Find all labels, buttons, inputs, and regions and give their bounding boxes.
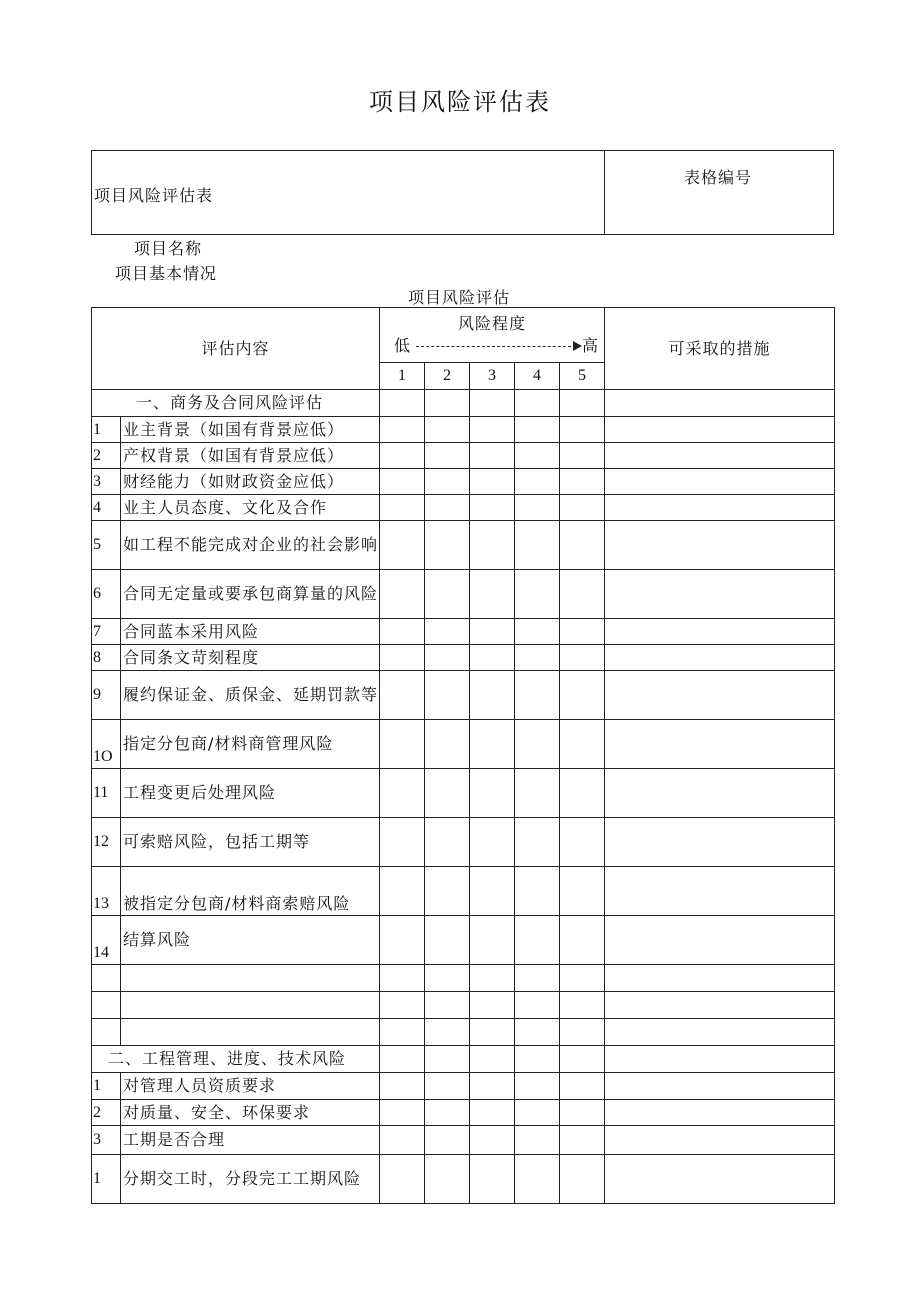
row-item-text: 业主人员态度、文化及合作 [121, 495, 380, 521]
col-degree-label: 风险程度 [458, 314, 527, 333]
level-cell-5[interactable] [560, 867, 605, 916]
degree-scale [380, 335, 604, 357]
section1-row-label: 一、商务及合同风险评估 [92, 390, 380, 417]
row-number: 9 [92, 671, 121, 720]
scale-dash-line [416, 346, 571, 347]
table-row [92, 671, 835, 720]
table-row [92, 720, 835, 769]
empty-row [92, 1019, 835, 1046]
level-cell-5[interactable] [560, 671, 605, 720]
measures-cell[interactable] [605, 495, 835, 521]
row-number: 12 [92, 818, 121, 867]
level-cell-1[interactable] [380, 1155, 425, 1204]
level-cell-2[interactable] [425, 965, 470, 992]
level-cell-2[interactable] [425, 1019, 470, 1046]
level-cell-3[interactable] [470, 916, 515, 965]
row-number: 1O [92, 720, 121, 769]
empty-item-cell[interactable] [121, 992, 380, 1019]
table-row [92, 916, 835, 965]
empty-number-cell [92, 992, 121, 1019]
col-content-label: 评估内容 [201, 338, 270, 358]
row-item-text: 如工程不能完成对企业的社会影响 [121, 521, 380, 570]
level-3: 3 [470, 363, 515, 390]
level-cell-3[interactable] [470, 619, 515, 645]
empty-number-cell [92, 1019, 121, 1046]
row-item-text: 合同条文苛刻程度 [121, 645, 380, 671]
row-item-text: 产权背景（如国有背景应低） [121, 443, 380, 469]
level-cell-5[interactable] [560, 1073, 605, 1100]
project-name-label: 项目名称 [134, 239, 203, 258]
level-cell-3[interactable] [470, 645, 515, 671]
section1-row [92, 390, 835, 417]
level-cell-1[interactable] [380, 645, 425, 671]
level-cell-4[interactable] [515, 521, 560, 570]
level-cell-4[interactable] [515, 390, 560, 417]
level-cell-2[interactable] [425, 443, 470, 469]
measures-cell[interactable] [605, 965, 835, 992]
measures-cell[interactable] [605, 1046, 835, 1073]
level-cell-2[interactable] [425, 619, 470, 645]
project-basic-label: 项目基本情况 [115, 264, 218, 283]
level-cell-1[interactable] [380, 570, 425, 619]
level-cell-3[interactable] [470, 1046, 515, 1073]
row-number: 11 [92, 769, 121, 818]
row-number: 3 [92, 1126, 121, 1155]
level-cell-5[interactable] [560, 469, 605, 495]
row-number: 8 [92, 645, 121, 671]
level-cell-2[interactable] [425, 769, 470, 818]
measures-cell[interactable] [605, 1073, 835, 1100]
level-cell-5[interactable] [560, 417, 605, 443]
measures-cell[interactable] [605, 867, 835, 916]
header-left-label: 项目风险评估表 [94, 186, 214, 205]
measures-cell[interactable] [605, 469, 835, 495]
level-cell-4[interactable] [515, 1073, 560, 1100]
row-number: 13 [92, 867, 121, 916]
level-cell-4[interactable] [515, 1046, 560, 1073]
measures-cell[interactable] [605, 1126, 835, 1155]
level-2: 2 [425, 363, 470, 390]
row-item-text: 工期是否合理 [121, 1126, 380, 1155]
measures-cell[interactable] [605, 521, 835, 570]
level-cell-1[interactable] [380, 769, 425, 818]
level-cell-2[interactable] [425, 417, 470, 443]
level-cell-2[interactable] [425, 1155, 470, 1204]
table-row [92, 1100, 835, 1126]
level-cell-3[interactable] [470, 443, 515, 469]
row-item-text: 可索赔风险，包括工期等 [121, 818, 380, 867]
row-number: 2 [92, 1100, 121, 1126]
level-cell-4[interactable] [515, 469, 560, 495]
row-item-text: 履约保证金、质保金、延期罚款等 [121, 671, 380, 720]
level-cell-1[interactable] [380, 867, 425, 916]
level-cell-4[interactable] [515, 619, 560, 645]
level-cell-5[interactable] [560, 916, 605, 965]
level-cell-5[interactable] [560, 390, 605, 417]
row-item-text: 对质量、安全、环保要求 [121, 1100, 380, 1126]
row-item-text: 结算风险 [121, 916, 380, 965]
level-cell-1[interactable] [380, 1046, 425, 1073]
level-cell-5[interactable] [560, 992, 605, 1019]
row-item-text: 业主背景（如国有背景应低） [121, 417, 380, 443]
level-cell-1[interactable] [380, 1100, 425, 1126]
level-cell-5[interactable] [560, 720, 605, 769]
level-cell-2[interactable] [425, 390, 470, 417]
level-cell-1[interactable] [380, 1019, 425, 1046]
empty-rows [92, 965, 835, 1046]
row-item-text: 财经能力（如财政资金应低） [121, 469, 380, 495]
level-cell-2[interactable] [425, 1073, 470, 1100]
level-cell-1[interactable] [380, 521, 425, 570]
level-cell-5[interactable] [560, 619, 605, 645]
row-item-text: 合同无定量或要承包商算量的风险 [121, 570, 380, 619]
row-item-text: 被指定分包商/材料商索赔风险 [121, 867, 380, 916]
level-cell-5[interactable] [560, 570, 605, 619]
row-item-text: 工程变更后处理风险 [121, 769, 380, 818]
level-cell-3[interactable] [470, 671, 515, 720]
level-cell-1[interactable] [380, 443, 425, 469]
table-row [92, 1126, 835, 1155]
table-row [92, 417, 835, 443]
level-cell-4[interactable] [515, 992, 560, 1019]
table-row [92, 443, 835, 469]
low-label: 低 [394, 336, 411, 355]
level-cell-5[interactable] [560, 1126, 605, 1155]
level-4: 4 [515, 363, 560, 390]
level-cell-5[interactable] [560, 495, 605, 521]
level-cell-5[interactable] [560, 1155, 605, 1204]
measures-cell[interactable] [605, 443, 835, 469]
level-cell-3[interactable] [470, 818, 515, 867]
level-cell-1[interactable] [380, 469, 425, 495]
level-cell-2[interactable] [425, 1100, 470, 1126]
row-number: 5 [92, 521, 121, 570]
level-cell-1[interactable] [380, 390, 425, 417]
high-label: 高 [582, 336, 599, 355]
level-cell-3[interactable] [470, 992, 515, 1019]
level-cell-4[interactable] [515, 867, 560, 916]
level-cell-4[interactable] [515, 1100, 560, 1126]
level-cell-3[interactable] [470, 769, 515, 818]
level-cell-3[interactable] [470, 521, 515, 570]
level-cell-1[interactable] [380, 992, 425, 1019]
level-cell-4[interactable] [515, 570, 560, 619]
table-row [92, 1155, 835, 1204]
row-number: 6 [92, 570, 121, 619]
level-cell-5[interactable] [560, 1100, 605, 1126]
level-cell-5[interactable] [560, 769, 605, 818]
empty-item-cell[interactable] [121, 1019, 380, 1046]
level-cell-3[interactable] [470, 1126, 515, 1155]
row-item-text: 指定分包商/材料商管理风险 [121, 720, 380, 769]
level-cell-5[interactable] [560, 645, 605, 671]
measures-cell[interactable] [605, 619, 835, 645]
row-number: 7 [92, 619, 121, 645]
row-item-text: 对管理人员资质要求 [121, 1073, 380, 1100]
level-cell-4[interactable] [515, 720, 560, 769]
level-cell-3[interactable] [470, 1019, 515, 1046]
level-cell-3[interactable] [470, 495, 515, 521]
empty-row [92, 992, 835, 1019]
empty-row [92, 965, 835, 992]
level-cell-5[interactable] [560, 521, 605, 570]
measures-cell[interactable] [605, 992, 835, 1019]
level-cell-1[interactable] [380, 417, 425, 443]
measures-cell[interactable] [605, 570, 835, 619]
level-cell-1[interactable] [380, 720, 425, 769]
level-cell-2[interactable] [425, 992, 470, 1019]
level-cell-3[interactable] [470, 1073, 515, 1100]
measures-cell[interactable] [605, 1155, 835, 1204]
level-cell-4[interactable] [515, 671, 560, 720]
level-cell-3[interactable] [470, 390, 515, 417]
level-cell-1[interactable] [380, 495, 425, 521]
level-cell-1[interactable] [380, 671, 425, 720]
level-cell-2[interactable] [425, 818, 470, 867]
header-content [92, 308, 380, 390]
row-number: 1 [92, 1073, 121, 1100]
measures-cell[interactable] [605, 390, 835, 417]
level-cell-2[interactable] [425, 1126, 470, 1155]
level-cell-4[interactable] [515, 965, 560, 992]
header-degree [380, 308, 605, 363]
row-item-text: 合同蓝本采用风险 [121, 619, 380, 645]
level-cell-3[interactable] [470, 417, 515, 443]
level-cell-2[interactable] [425, 671, 470, 720]
level-cell-3[interactable] [470, 965, 515, 992]
level-1: 1 [380, 363, 425, 390]
level-cell-5[interactable] [560, 965, 605, 992]
level-cell-4[interactable] [515, 645, 560, 671]
level-cell-2[interactable] [425, 570, 470, 619]
level-cell-2[interactable] [425, 495, 470, 521]
level-cell-1[interactable] [380, 1126, 425, 1155]
table-row [92, 818, 835, 867]
level-cell-4[interactable] [515, 417, 560, 443]
level-5: 5 [560, 363, 605, 390]
measures-cell[interactable] [605, 720, 835, 769]
table-row [92, 469, 835, 495]
level-cell-4[interactable] [515, 769, 560, 818]
measures-cell[interactable] [605, 769, 835, 818]
header-box-divider [604, 150, 605, 235]
measures-cell[interactable] [605, 818, 835, 867]
row-number: 1 [92, 417, 121, 443]
row-item-text: 分期交工时，分段完工工期风险 [121, 1155, 380, 1204]
arrow-right-icon [573, 341, 582, 351]
row-number: 3 [92, 469, 121, 495]
level-cell-1[interactable] [380, 818, 425, 867]
col-measures-label: 可采取的措施 [668, 338, 771, 358]
row-number: 4 [92, 495, 121, 521]
measures-cell[interactable] [605, 1019, 835, 1046]
level-cell-3[interactable] [470, 469, 515, 495]
table-row [92, 867, 835, 916]
level-cell-5[interactable] [560, 818, 605, 867]
table-row [92, 495, 835, 521]
section2-row-label: 二、工程管理、进度、技术风险 [92, 1046, 380, 1073]
row-number: 2 [92, 443, 121, 469]
header-measures [605, 308, 835, 390]
section1-body [92, 390, 835, 965]
level-cell-1[interactable] [380, 965, 425, 992]
level-cell-2[interactable] [425, 867, 470, 916]
page-title: 项目风险评估表 [369, 88, 551, 116]
table-row [92, 570, 835, 619]
level-cell-2[interactable] [425, 521, 470, 570]
level-cell-4[interactable] [515, 916, 560, 965]
level-cell-5[interactable] [560, 1019, 605, 1046]
level-cell-4[interactable] [515, 1126, 560, 1155]
table-row [92, 619, 835, 645]
section-title: 项目风险评估 [408, 288, 511, 307]
level-cell-2[interactable] [425, 916, 470, 965]
level-cell-4[interactable] [515, 443, 560, 469]
row-number: 1 [92, 1155, 121, 1204]
level-cell-4[interactable] [515, 1019, 560, 1046]
level-cell-3[interactable] [470, 720, 515, 769]
level-cell-5[interactable] [560, 1046, 605, 1073]
measures-cell[interactable] [605, 1100, 835, 1126]
level-cell-3[interactable] [470, 1100, 515, 1126]
level-cell-4[interactable] [515, 1155, 560, 1204]
level-cell-1[interactable] [380, 916, 425, 965]
level-cell-1[interactable] [380, 1073, 425, 1100]
section2-row [92, 1046, 835, 1073]
section2-body [92, 1046, 835, 1204]
table-row [92, 521, 835, 570]
level-cell-5[interactable] [560, 443, 605, 469]
form-number-label: 表格编号 [684, 168, 753, 187]
empty-number-cell [92, 965, 121, 992]
table-row [92, 1073, 835, 1100]
table-row [92, 769, 835, 818]
risk-table [91, 307, 835, 1204]
level-cell-2[interactable] [425, 469, 470, 495]
level-cell-3[interactable] [470, 570, 515, 619]
level-cell-1[interactable] [380, 619, 425, 645]
measures-cell[interactable] [605, 645, 835, 671]
measures-cell[interactable] [605, 671, 835, 720]
level-cell-4[interactable] [515, 818, 560, 867]
level-cell-2[interactable] [425, 1046, 470, 1073]
level-cell-2[interactable] [425, 645, 470, 671]
row-number: 14 [92, 916, 121, 965]
measures-cell[interactable] [605, 916, 835, 965]
empty-item-cell[interactable] [121, 965, 380, 992]
table-row [92, 645, 835, 671]
level-cell-3[interactable] [470, 867, 515, 916]
level-cell-3[interactable] [470, 1155, 515, 1204]
level-cell-2[interactable] [425, 720, 470, 769]
level-cell-4[interactable] [515, 495, 560, 521]
measures-cell[interactable] [605, 417, 835, 443]
